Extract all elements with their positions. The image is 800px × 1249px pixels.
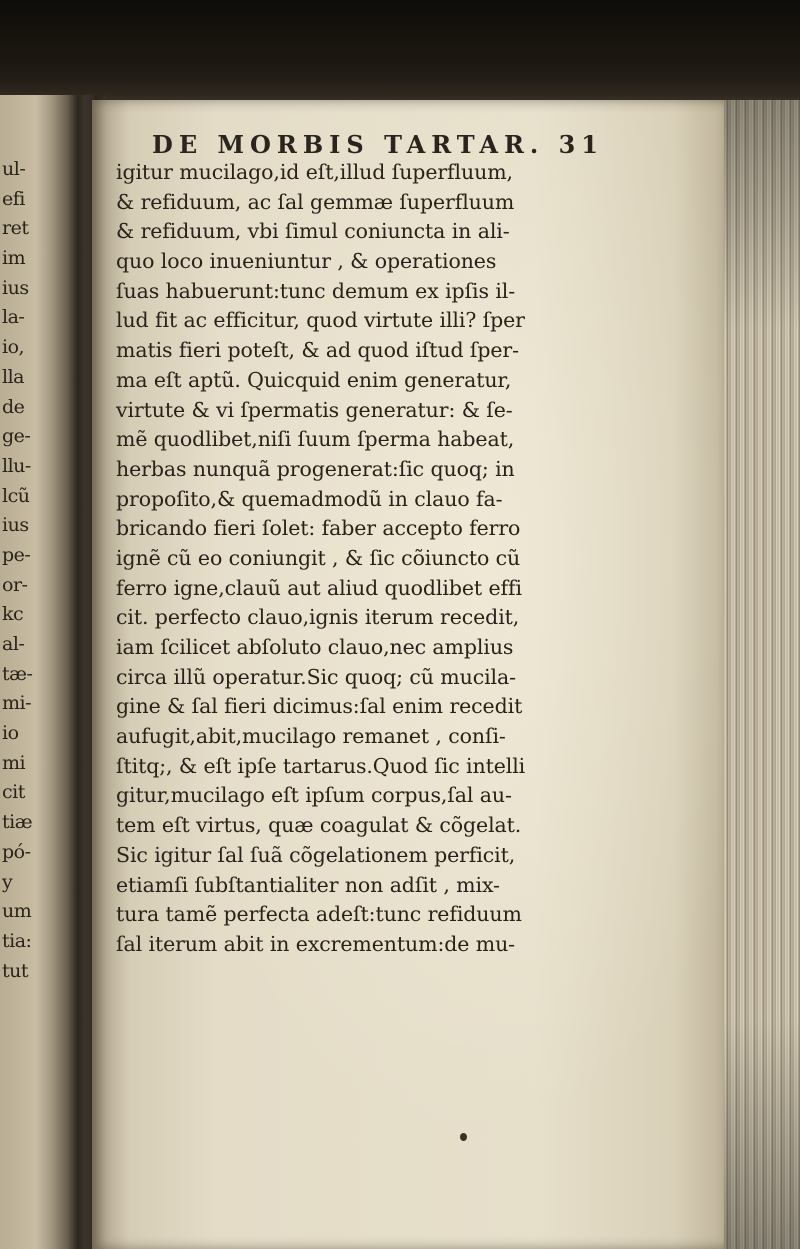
margin-fragment: um — [2, 900, 32, 923]
text-line: cit. perfecto clauo,ignis iterum recedit, — [116, 605, 520, 630]
text-line: bricando fieri ſolet: faber accepto ferro — [116, 516, 521, 541]
margin-fragment: al- — [2, 633, 25, 655]
margin-fragment: lla — [2, 365, 24, 388]
text-line: virtute & vi ſpermatis generatur: & ſe- — [116, 397, 513, 422]
margin-fragment: y — [2, 870, 13, 893]
margin-fragment: ul- — [2, 158, 26, 180]
margin-fragment: or- — [2, 573, 28, 596]
body-text — [116, 158, 716, 960]
text-line: iam ſcilicet abſoluto clauo,nec amplius — [116, 635, 514, 659]
margin-fragment: pe- — [2, 543, 31, 566]
margin-fragment: tæ- — [2, 662, 33, 685]
margin-fragment: tia: — [2, 929, 32, 952]
text-line: quo loco inueniuntur , & operationes — [116, 249, 497, 274]
top-shadow — [0, 0, 800, 100]
margin-fragment: lcũ — [2, 484, 30, 507]
margin-fragment: ius — [2, 276, 29, 299]
text-line: & refiduum, vbi ſimul coniuncta in ali- — [116, 219, 510, 244]
margin-fragment: llu- — [2, 454, 31, 477]
text-line: mẽ quodlibet,niſi ſuum ſperma habeat, — [116, 427, 515, 452]
text-line: tem eſt virtus, quæ coagulat & cõgelat. — [116, 813, 522, 838]
text-line: igitur mucilago,id eſt,illud ſuperfluum, — [116, 160, 513, 184]
text-line: gitur,mucilago eſt ipſum corpus,ſal au- — [116, 783, 512, 808]
text-line: Sic igitur ſal ſuã cõgelationem perficit, — [116, 842, 516, 867]
text-line: gine & ſal fieri dicimus:ſal enim recedit — [116, 694, 523, 719]
text-line: tura tamẽ perfecta adeſt:tunc refiduum — [116, 902, 522, 927]
text-line: ma eſt aptũ. Quicquid enim generatur, — [116, 367, 512, 392]
margin-fragment: io — [2, 722, 19, 745]
margin-fragment: la- — [2, 306, 25, 329]
text-line: circa illũ operatur.Sic quoq; cũ mucila- — [116, 664, 516, 689]
text-line: ferro igne,clauũ aut aliud quodlibet effi — [116, 575, 522, 600]
ink-mark — [460, 1133, 467, 1141]
margin-fragment: ius — [2, 514, 29, 537]
text-line: herbas nunquã progenerat:ſic quoq; in — [116, 456, 515, 481]
right-page-stack-shade — [724, 100, 800, 1249]
text-line: matis fieri poteſt, & ad quod iſtud ſper- — [116, 338, 519, 363]
text-line: ſuas habuerunt:tunc demum ex ipſis il- — [116, 278, 516, 303]
margin-fragment: ret — [2, 217, 29, 240]
margin-fragment: im — [2, 247, 26, 270]
margin-fragment: mi — [2, 751, 26, 774]
text-line: aufugit,abit,mucilago remanet , conſi- — [116, 724, 506, 749]
running-header: DE MORBIS TARTAR. 31 — [152, 130, 604, 159]
text-line: & refiduum, ac ſal gemmæ ſuperfluum — [116, 189, 515, 214]
book-page — [92, 100, 724, 1249]
text-line: ignẽ cũ eo coniungit , & ſic cõiuncto cũ — [116, 545, 521, 570]
margin-fragment: mi- — [2, 692, 32, 715]
margin-fragment: io, — [2, 336, 25, 359]
text-line: ſal iterum abit in excrementum:de mu- — [116, 931, 516, 956]
margin-fragment: tut — [2, 959, 29, 982]
margin-fragment: cit — [2, 781, 25, 804]
text-line: etiamſi ſubſtantialiter non adſit , mix- — [116, 872, 500, 897]
margin-fragment: ge- — [2, 425, 31, 448]
margin-fragment: tiæ — [2, 811, 33, 834]
margin-fragment: de — [2, 395, 25, 418]
text-line: ſtitq;, & eſt ipſe tartarus.Quod ſic intelli — [116, 753, 526, 778]
text-line: lud fit ac efficitur, quod virtute illi? ſper — [116, 308, 525, 333]
margin-fragment: pó- — [2, 840, 31, 863]
text-line: propoſito,& quemadmodũ in clauo fa- — [116, 486, 503, 511]
margin-fragment: kc — [2, 603, 24, 626]
margin-fragment: efi — [2, 187, 25, 210]
